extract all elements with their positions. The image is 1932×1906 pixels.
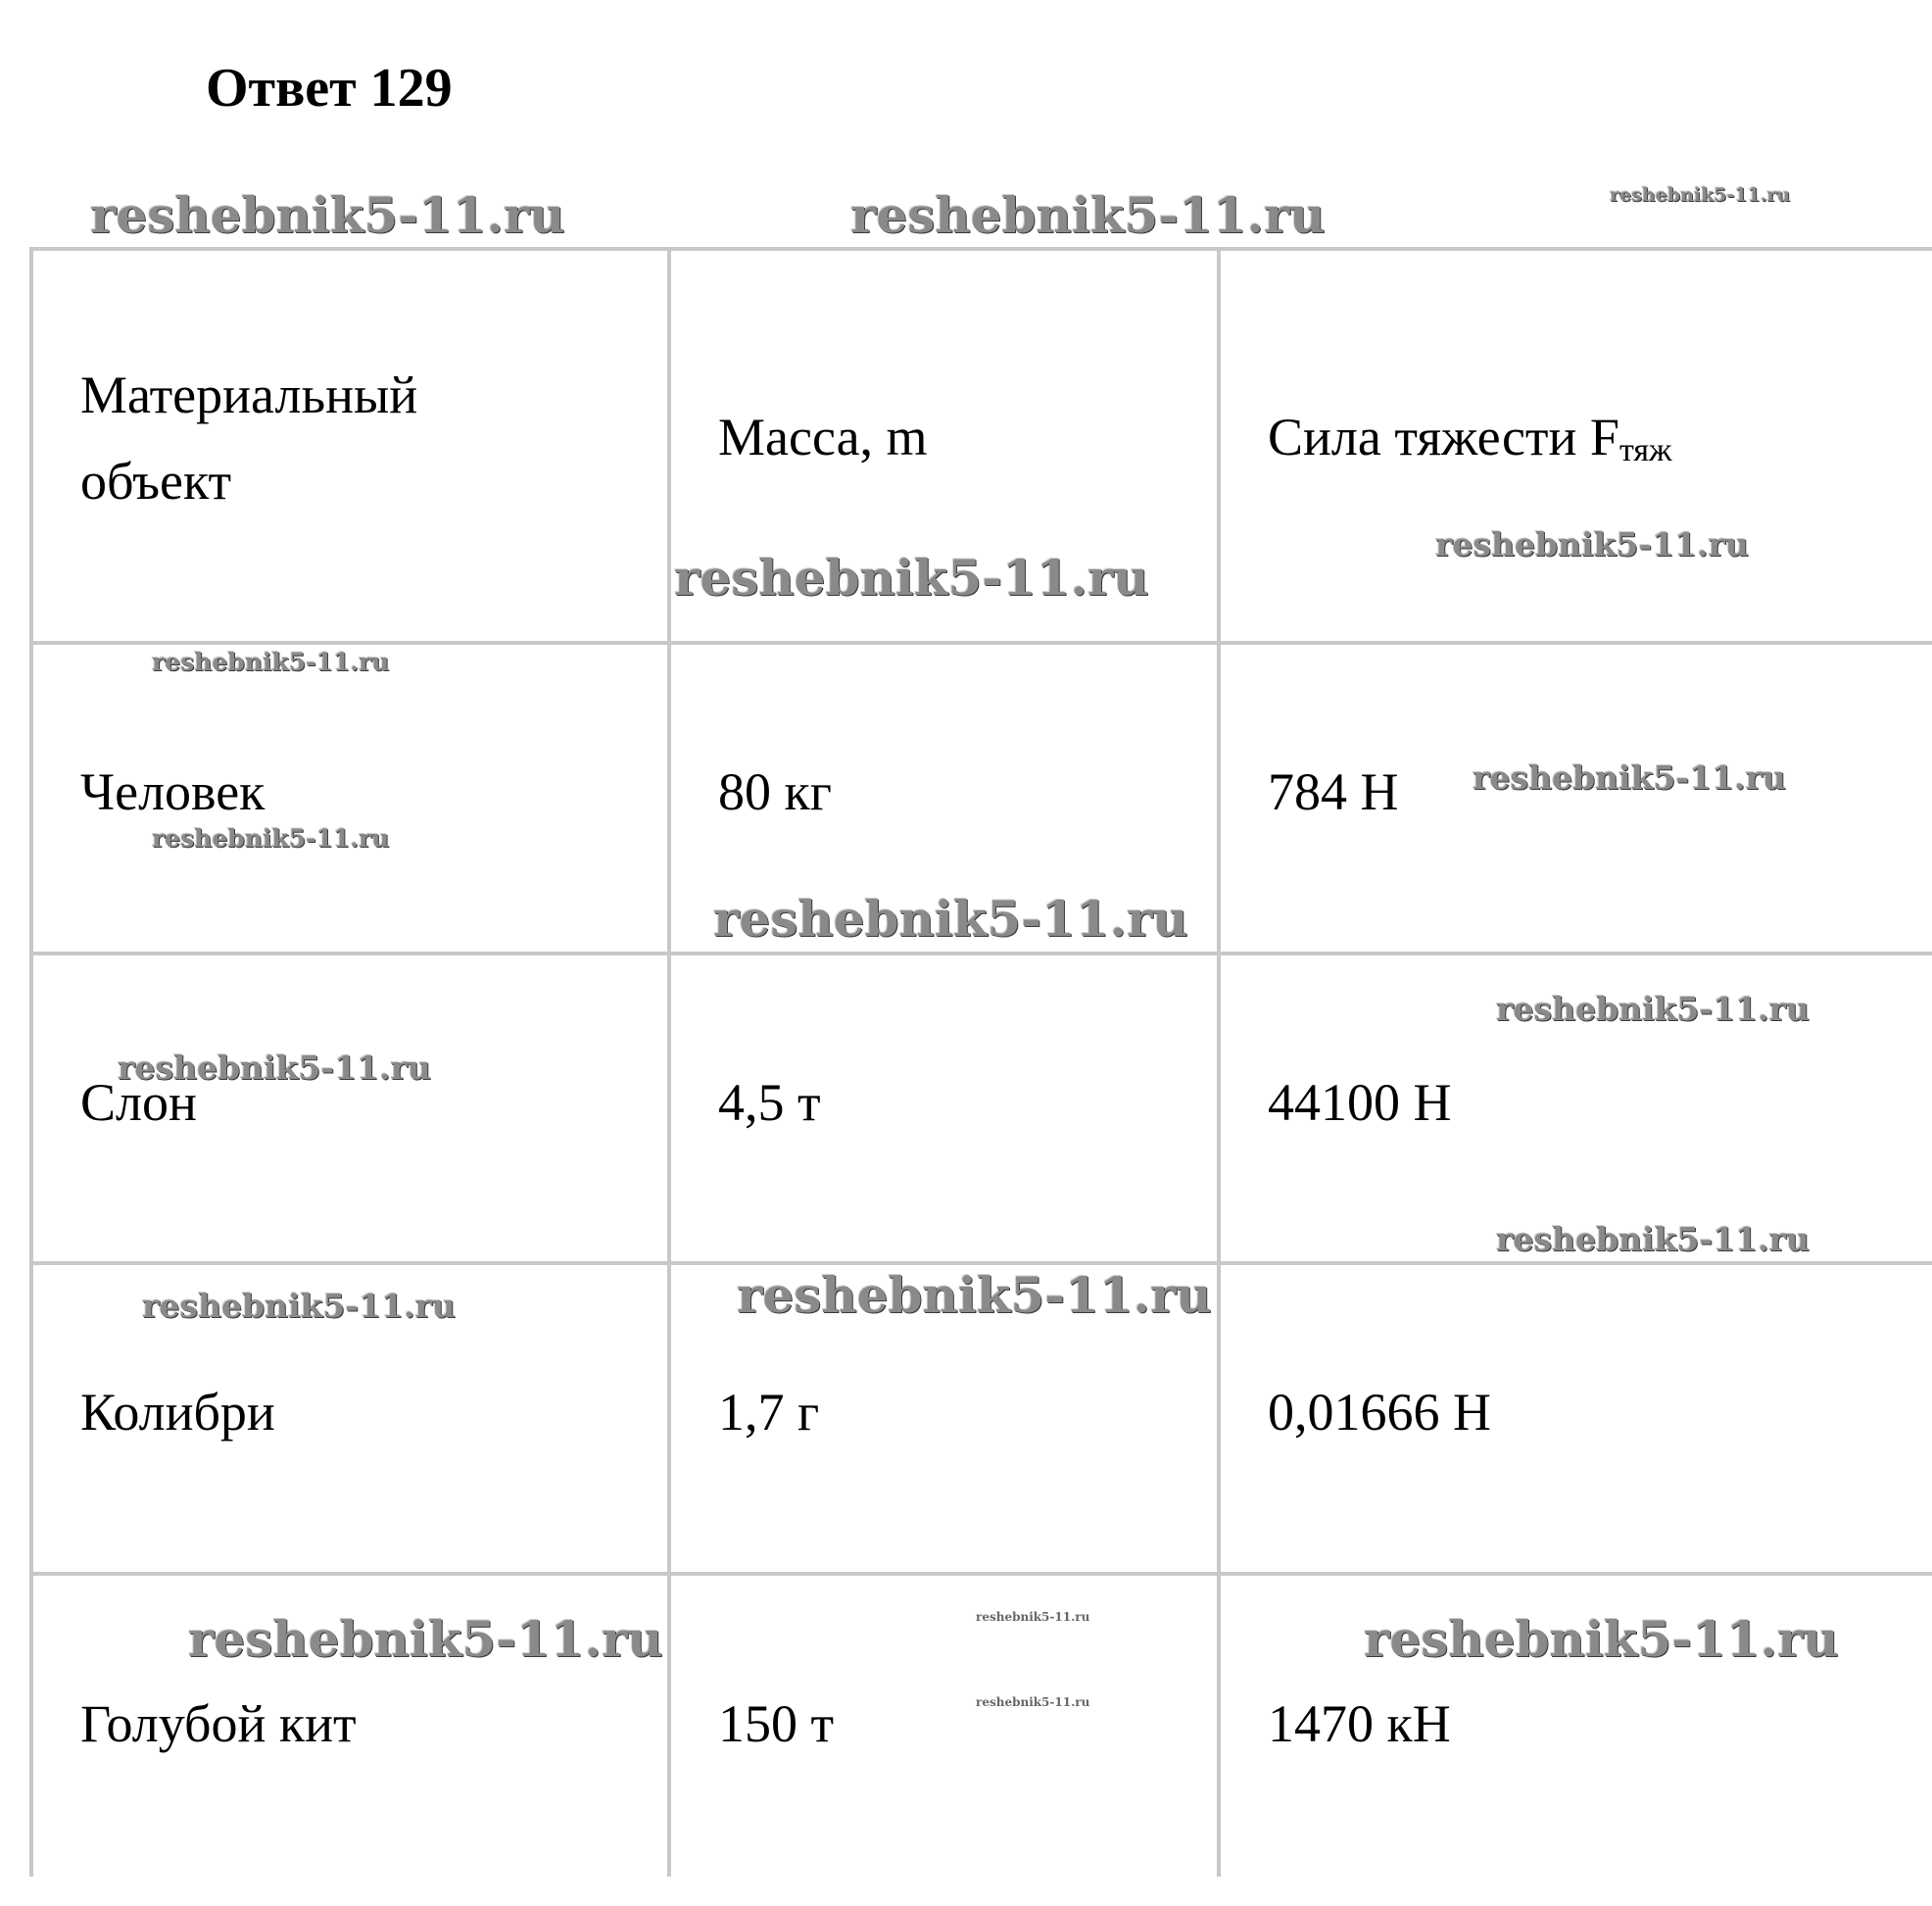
watermark: reshebnik5-11.ru [1364, 1610, 1839, 1668]
watermark: reshebnik5-11.ru [152, 648, 390, 676]
watermark: reshebnik5-11.ru [1435, 525, 1749, 563]
row-force: 44100 Н [1268, 1073, 1452, 1132]
table-row-divider [29, 952, 1932, 955]
header-object-line2: объект [80, 452, 232, 512]
row-mass: 80 кг [718, 762, 832, 821]
watermark: reshebnik5-11.ru [737, 1266, 1212, 1324]
row-mass: 4,5 т [718, 1073, 821, 1132]
header-object [80, 353, 417, 524]
row-mass: 150 т [718, 1694, 835, 1753]
watermark: reshebnik5-11.ru [976, 1695, 1090, 1709]
watermark: reshebnik5-11.ru [90, 186, 565, 244]
table-column-divider [667, 247, 671, 1877]
watermark: reshebnik5-11.ru [188, 1610, 663, 1668]
watermark: reshebnik5-11.ru [674, 549, 1149, 607]
header-force-label: Сила тяжести F [1268, 408, 1619, 466]
row-force: 1470 кН [1268, 1694, 1451, 1753]
row-object: Колибри [80, 1383, 275, 1442]
watermark: reshebnik5-11.ru [713, 890, 1188, 948]
table-column-divider [1217, 247, 1221, 1877]
watermark: reshebnik5-11.ru [152, 824, 390, 853]
watermark: reshebnik5-11.ru [1473, 758, 1786, 797]
row-object: Человек [80, 762, 266, 821]
table-row-divider [29, 1572, 1932, 1576]
page-title: Ответ 129 [206, 58, 453, 119]
header-force-subscript: тяж [1618, 432, 1672, 468]
watermark: reshebnik5-11.ru [850, 186, 1326, 244]
table-border-left [29, 247, 33, 1877]
row-object: Голубой кит [80, 1694, 357, 1753]
watermark: reshebnik5-11.ru [118, 1049, 431, 1087]
table-row-divider [29, 641, 1932, 645]
row-force: 0,01666 Н [1268, 1383, 1491, 1442]
header-object-line1: Материальный [80, 366, 418, 424]
row-mass: 1,7 г [718, 1383, 820, 1442]
watermark: reshebnik5-11.ru [142, 1287, 456, 1325]
watermark: reshebnik5-11.ru [976, 1610, 1090, 1624]
watermark: reshebnik5-11.ru [1610, 184, 1791, 206]
table-border-top [29, 247, 1932, 251]
watermark: reshebnik5-11.ru [1496, 990, 1810, 1028]
watermark: reshebnik5-11.ru [1496, 1220, 1810, 1258]
table-row-divider [29, 1261, 1932, 1265]
header-force [1268, 395, 1672, 479]
row-object: Слон [80, 1073, 197, 1132]
row-force: 784 Н [1268, 762, 1399, 821]
header-mass: Масса, m [718, 408, 928, 466]
